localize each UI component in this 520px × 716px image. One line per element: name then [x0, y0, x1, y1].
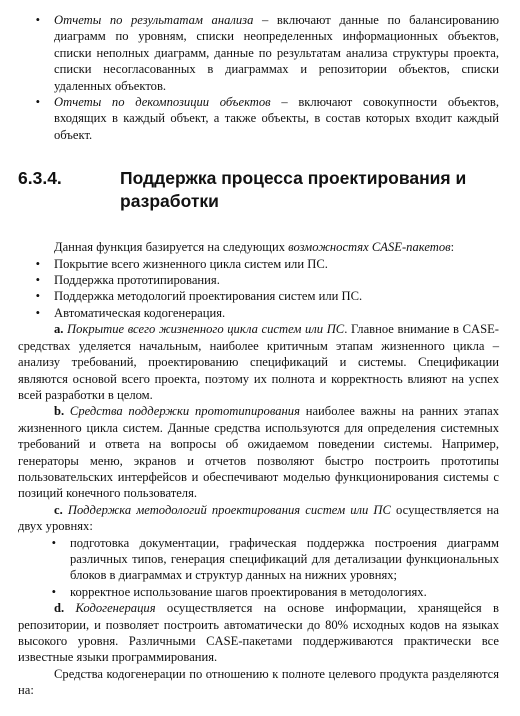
paragraph-letter: b. — [54, 404, 65, 419]
list-item — [18, 12, 499, 94]
bullet-term: Отчеты по результатам анализа — [54, 13, 254, 27]
bullet-term: Отчеты по декомпозиции объектов — [54, 95, 271, 110]
list-item — [18, 272, 499, 288]
capability-text: Покрытие всего жизненного цикла систем или ПС. — [54, 256, 328, 271]
paragraph-b — [18, 403, 499, 501]
bullet-icon — [18, 12, 54, 28]
bullet-icon — [18, 256, 54, 272]
capability-text: Автоматическая кодогенерация. — [54, 305, 226, 320]
paragraph-c — [18, 502, 499, 535]
list-item — [18, 256, 499, 272]
paragraph-text: осуществляется на основе информации, хранящейся в репозитории, и позволяет построить автоматически до 80% исходных кодов на языках высокого уровня. Различными CASE-пакетами поддерживаются практически все известные языки программирования. — [18, 601, 499, 665]
paragraph-a — [18, 321, 499, 403]
list-item — [18, 288, 499, 304]
paragraph-letter: c. — [54, 502, 63, 517]
bullet-text: – включают совокупности объектов, входящих в каждый объект, а также объекты, в состав которых входит каждый объект. — [54, 95, 499, 142]
section-title: Поддержка процесса проектирования и разработки — [120, 168, 467, 212]
bullet-icon — [18, 584, 70, 600]
lead-colon: : — [450, 240, 455, 255]
paragraph-letter: d. — [54, 601, 65, 616]
paragraph-term: Средства поддержки прототипирования — [64, 404, 300, 419]
document-page — [18, 12, 499, 699]
bullet-icon — [18, 305, 54, 321]
list-item — [18, 535, 499, 584]
section-number: 6.3.4. — [18, 168, 62, 189]
level-text: подготовка документации, графическая поддержка построения диаграмм различных типов, генерация спецификаций для детализации функциональных блоков в диаграммах и структур данных на нижних уровнях; — [70, 535, 499, 583]
paragraph-term: Кодогенерация — [64, 601, 156, 616]
bullet-icon — [18, 94, 54, 110]
paragraph-d — [18, 600, 499, 666]
list-item — [18, 305, 499, 321]
capability-text: Поддержка прототипирования. — [54, 273, 220, 288]
bullet-icon — [18, 535, 70, 551]
lead-text: Данная функция базируется на следующих — [54, 240, 289, 255]
paragraph-term: Покрытие всего жизненного цикла систем или ПС — [63, 322, 345, 337]
paragraph-text: осуществляется на двух уровнях: — [18, 502, 499, 534]
bullet-text: – включают данные по балансированию диаграмм по уровням, списки неопределенных информационных объектов, списки неполных диаграмм, данные по результатам анализа структуры проекта, списки несогласованных в диаграммах и репозитории объектов, списки удаленных объектов. — [54, 13, 499, 93]
paragraph-term: Поддержка методологий проектирования систем или ПС — [62, 502, 391, 517]
list-item — [18, 94, 499, 143]
capability-text: Поддержка методологий проектирования систем или ПС. — [54, 289, 363, 304]
list-item — [18, 584, 499, 600]
bullet-icon — [18, 288, 54, 304]
paragraph-letter: a. — [54, 322, 64, 337]
bullet-icon — [18, 272, 54, 288]
paragraph-text: . Главное внимание в CASE-средствах уделяется начальным, наиболее критичным этапам жизненного цикла – анализу требований, проектированию спецификаций и системы. Спецификации являются основой всего проекта, поэтому их полнота и корректность влияют на успех всей разработки в целом. — [18, 322, 499, 402]
paragraph-text: наиболее важны на ранних этапах жизненного цикла систем. Данные средства используются для определения системных требований и ответа на вопросы об ожидаемом поведении системы. Например, генераторы меню, экранов и отчетов позволяют быстро построить прототипы пользовательских интерфейсов и обеспечивают моделью функционирования системы с позиций конечного пользователя. — [18, 404, 500, 501]
section-heading — [18, 167, 499, 213]
level-text: корректное использование шагов проектирования в методологиях. — [70, 584, 427, 599]
lead-term: возможностях CASE-пакетов — [288, 240, 451, 255]
final-paragraph: Средства кодогенерации по отношению к полноте целевого продукта разделяются на: — [18, 666, 499, 698]
lead-paragraph — [18, 239, 499, 255]
